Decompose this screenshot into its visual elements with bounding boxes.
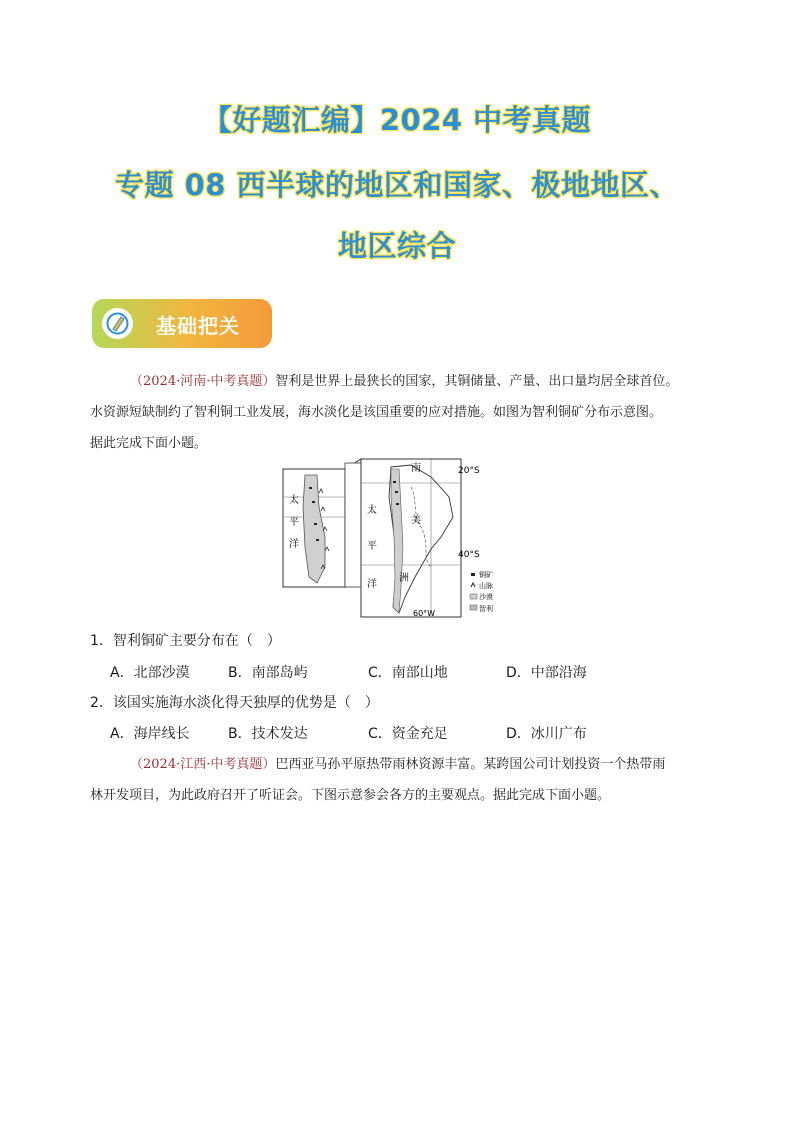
question-1-option-b[interactable]: B．南部岛屿 xyxy=(228,665,308,681)
map-label-lon60: 60°W xyxy=(413,609,436,618)
map-legend-copper: 铜矿 xyxy=(479,571,493,579)
question-2-option-b[interactable]: B．技术发达 xyxy=(228,726,308,742)
question-1-option-a[interactable]: A．北部沙漠 xyxy=(110,665,190,681)
title-line-3: 地区综合 xyxy=(337,229,456,263)
question-2-stem: 2．该国实施海水淡化得天独厚的优势是（ ） xyxy=(90,695,379,711)
passage-1-line-2: 水资源短缺制约了智利铜工业发展，海水淡化是该国重要的应对措施。如图为智利铜矿分布示意图。 xyxy=(90,405,663,420)
question-2-option-c[interactable]: C．资金充足 xyxy=(368,726,448,742)
section-badge xyxy=(92,299,272,348)
question-1-option-d[interactable]: D．中部沿海 xyxy=(506,665,587,681)
passage-2-source-close: ） xyxy=(262,757,276,772)
question-2-option-d[interactable]: D．冰川广布 xyxy=(506,726,587,742)
passage-1-source-open: （ xyxy=(130,374,144,389)
map-label-ping-2: 平 xyxy=(367,541,377,552)
pen-icon xyxy=(102,308,133,339)
question-1-stem: 1．智利铜矿主要分布在（ ） xyxy=(90,633,281,649)
map-label-nan: 南 xyxy=(411,463,421,474)
question-1-option-c[interactable]: C．南部山地 xyxy=(368,665,448,681)
chile-copper-map xyxy=(281,457,503,619)
map-legend-chile: 智利 xyxy=(479,605,493,613)
map-label-tai-2: 太 xyxy=(367,505,377,516)
passage-2 xyxy=(90,749,722,811)
map-label-mei: 美 xyxy=(411,515,421,526)
passage-1-source: 2024·河南·中考真题 xyxy=(143,374,263,389)
map-label-tai-1: 太 xyxy=(289,495,299,506)
passage-1 xyxy=(90,366,722,459)
passage-2-source: 2024·江西·中考真题 xyxy=(143,757,263,772)
map-label-lat40: 40°S xyxy=(458,550,480,560)
passage-2-line-2: 林开发项目，为此政府召开了听证会。下图示意参会各方的主要观点。据此完成下面小题。 xyxy=(90,788,611,803)
map-legend-mountain: 山脉 xyxy=(479,582,493,590)
passage-1-source-close: ） xyxy=(262,374,276,389)
map-label-lat20: 20°S xyxy=(458,466,480,476)
map-label-yang-1: 洋 xyxy=(289,539,299,550)
map-label-yang-2: 洋 xyxy=(367,579,377,590)
passage-1-line-1: 智利是世界上最狭长的国家，其铜储量、产量、出口量均居全球首位。 xyxy=(275,374,679,389)
map-legend-desert: 沙漠 xyxy=(479,593,493,601)
passage-2-line-1: 巴西亚马孙平原热带雨林资源丰富。某跨国公司计划投资一个热带雨 xyxy=(275,757,666,772)
title-line-1: 【好题汇编】2024 中考真题 xyxy=(202,103,592,137)
question-2-option-a[interactable]: A．海岸线长 xyxy=(110,726,190,742)
title-line-2: 专题 08 西半球的地区和国家、极地地区、 xyxy=(114,168,680,202)
map-label-zhou: 洲 xyxy=(399,573,409,584)
section-label: 基础把关 xyxy=(156,314,240,338)
map-label-ping-1: 平 xyxy=(289,517,299,528)
passage-2-source-open: （ xyxy=(130,757,144,772)
passage-1-line-3: 据此完成下面小题。 xyxy=(90,436,208,451)
